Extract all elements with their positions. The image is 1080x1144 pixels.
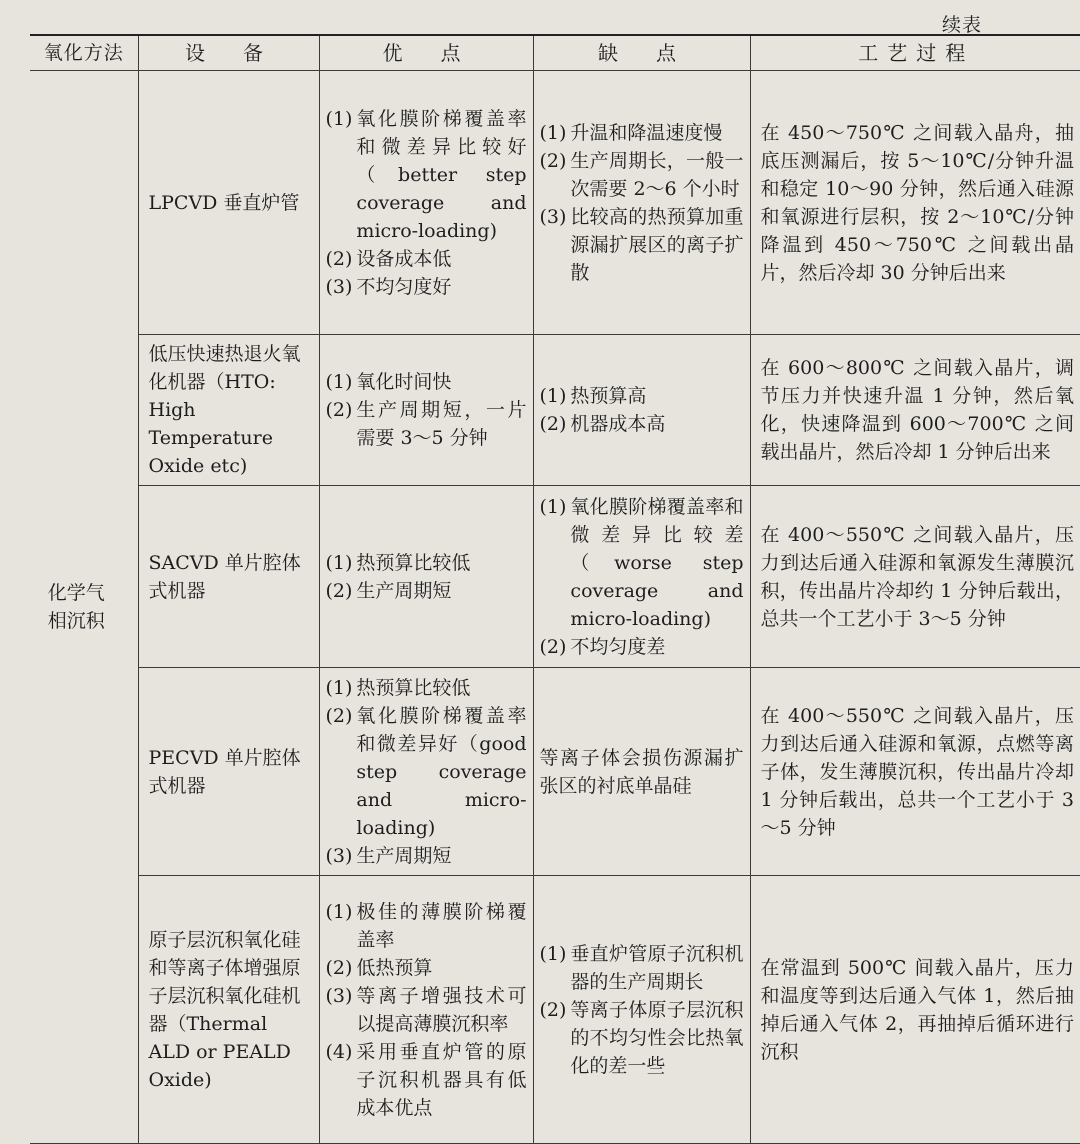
table-row bbox=[30, 668, 1080, 876]
list-item: (2) 生产周期短 bbox=[325, 579, 452, 602]
equipment-cell: LPCVD 垂直炉管 bbox=[138, 71, 319, 335]
oxidation-methods-table bbox=[30, 34, 1080, 1144]
list-item: (3) 比较高的热预算加重源漏扩展区的离子扩散 bbox=[539, 205, 744, 284]
list-item: (3) 等离子增强技术可以提高薄膜沉积率 bbox=[325, 984, 527, 1035]
advantages-cell bbox=[319, 668, 533, 876]
list-item: (2) 生产周期长，一般一次需要 2～6 个小时 bbox=[539, 149, 744, 200]
list-item: (2) 生产周期短，一片需要 3～5 分钟 bbox=[325, 399, 527, 449]
process-cell: 在 400～550℃ 之间载入晶片，压力到达后通入硅源和氧源，点燃等离子体，发生薄膜沉积，传出晶片冷却 1 分钟后载出，总共一个工艺小于 3～5 分钟 bbox=[750, 668, 1080, 876]
advantages-cell bbox=[319, 335, 533, 486]
process-cell: 在 400～550℃ 之间载入晶片，压力到达后通入硅源和氧源发生薄膜沉积，传出晶片冷却约 1 分钟后载出，总共一个工艺小于 3～5 分钟 bbox=[750, 486, 1080, 668]
disadvantages-text: 等离子体会损伤源漏扩张区的衬底单晶硅 bbox=[539, 746, 744, 797]
list-item: (1) 热预算比较低 bbox=[325, 551, 471, 574]
table-row bbox=[30, 335, 1080, 486]
equipment-cell: SACVD 单片腔体式机器 bbox=[138, 486, 319, 668]
table-row bbox=[30, 486, 1080, 668]
list-item: (2) 氧化膜阶梯覆盖率和微差异好（good step coverage and micro-loading) bbox=[325, 704, 527, 839]
list-item: (2) 低热预算 bbox=[325, 956, 433, 979]
disadvantages-cell bbox=[533, 335, 750, 486]
list-item: (3) 生产周期短 bbox=[325, 844, 452, 867]
list-item: (1) 升温和降温速度慢 bbox=[539, 121, 723, 144]
disadvantages-cell bbox=[533, 668, 750, 876]
continued-label: 续表 bbox=[941, 14, 982, 36]
disadvantages-cell bbox=[533, 486, 750, 668]
process-cell: 在常温到 500℃ 间载入晶片，压力和温度等到达后通入气体 1，然后抽掉后通入气体 2，再抽掉后循环进行沉积 bbox=[750, 876, 1080, 1144]
header-method: 氧化方法 bbox=[30, 35, 138, 71]
list-item: (2) 设备成本低 bbox=[325, 247, 452, 270]
list-item: (2) 不均匀度差 bbox=[539, 635, 666, 658]
table-header-row bbox=[30, 35, 1080, 71]
header-disadvantages: 缺 点 bbox=[533, 35, 750, 71]
list-item: (1) 氧化膜阶梯覆盖率和微差异比较好（better step coverage and micro-loading) bbox=[325, 107, 527, 242]
method-name: 化学气相沉积 bbox=[47, 582, 105, 632]
list-item: (1) 垂直炉管原子沉积机器的生产周期长 bbox=[539, 942, 744, 993]
list-item: (1) 氧化时间快 bbox=[325, 371, 452, 393]
list-item: (3) 不均匀度好 bbox=[325, 275, 452, 298]
table-row bbox=[30, 876, 1080, 1144]
disadvantages-cell bbox=[533, 876, 750, 1144]
list-item: (2) 等离子体原子层沉积的不均匀性会比热氧化的差一些 bbox=[539, 998, 744, 1077]
disadvantages-cell bbox=[533, 71, 750, 335]
advantages-cell bbox=[319, 486, 533, 668]
equipment-cell: 原子层沉积氧化硅和等离子体增强原子层沉积氧化硅机器（Thermal ALD or PEALD Oxide) bbox=[138, 876, 319, 1144]
list-item: (1) 热预算高 bbox=[539, 385, 647, 407]
list-item: (1) 极佳的薄膜阶梯覆盖率 bbox=[325, 900, 527, 951]
advantages-cell bbox=[319, 71, 533, 335]
list-item: (2) 机器成本高 bbox=[539, 413, 666, 435]
list-item: (4) 采用垂直炉管的原子沉积机器具有低成本优点 bbox=[325, 1040, 527, 1119]
equipment-cell: 低压快速热退火氧化机器（HTO: High Temperature Oxide etc) bbox=[138, 335, 319, 486]
method-cell bbox=[30, 71, 138, 1144]
list-item: (1) 热预算比较低 bbox=[325, 676, 471, 699]
header-advantages: 优 点 bbox=[319, 35, 533, 71]
header-process: 工艺过程 bbox=[750, 35, 1080, 71]
table-row bbox=[30, 71, 1080, 335]
process-cell: 在 450～750℃ 之间载入晶舟，抽底压测漏后，按 5～10℃/分钟升温和稳定 10～90 分钟，然后通入硅源和氧源进行层积，按 2～10℃/分钟降温到 450～750℃ 之间载出晶片，然后冷却 30 分钟后出来 bbox=[750, 71, 1080, 335]
process-cell: 在 600～800℃ 之间载入晶片，调节压力并快速升温 1 分钟，然后氧化，快速降温到 600～700℃ 之间载出晶片，然后冷却 1 分钟后出来 bbox=[750, 335, 1080, 486]
advantages-cell bbox=[319, 876, 533, 1144]
header-equipment: 设 备 bbox=[138, 35, 319, 71]
equipment-cell: PECVD 单片腔体式机器 bbox=[138, 668, 319, 876]
list-item: (1) 氧化膜阶梯覆盖率和微差异比较差（worse step coverage and micro-loading) bbox=[539, 495, 744, 630]
